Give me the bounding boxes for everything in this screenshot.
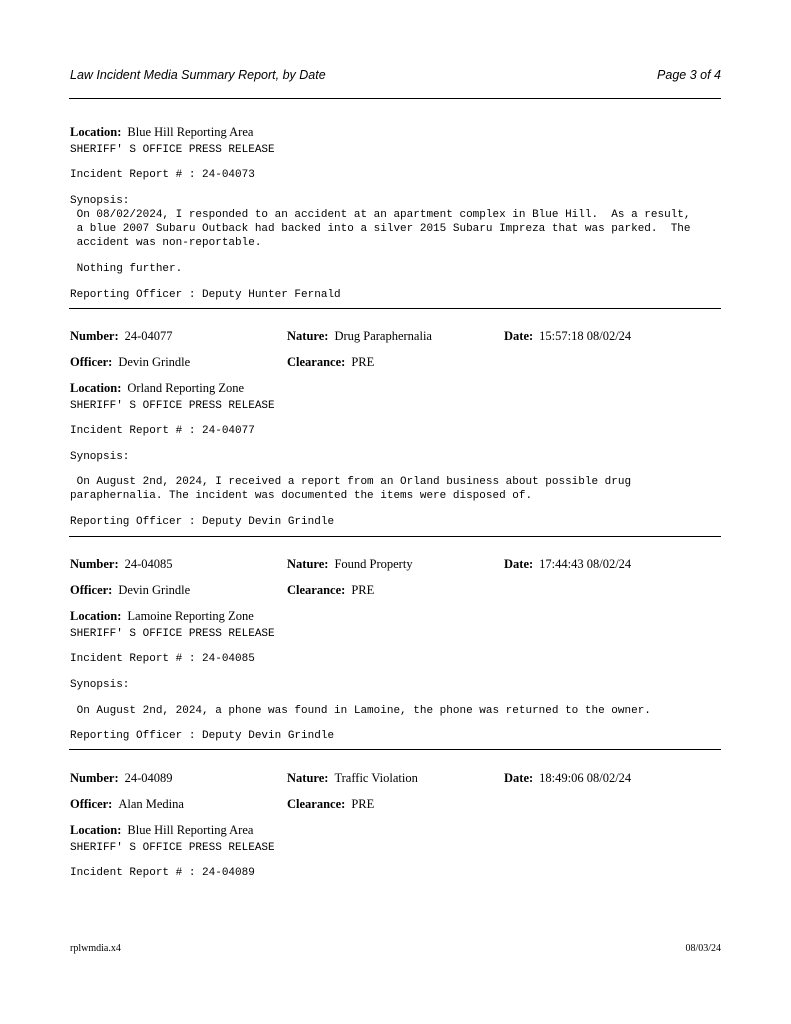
reporting-officer-line: Reporting Officer : Deputy Hunter Fernald (70, 289, 341, 301)
entry-divider (69, 308, 721, 309)
footer-report-code: rplwmdia.x4 (70, 943, 121, 954)
clearance-value: PRE (351, 355, 375, 369)
incident-report-line: Incident Report # : 24-04085 (70, 653, 255, 665)
synopsis-line: paraphernalia. The incident was documented the items were disposed of. (70, 490, 533, 502)
number-label: Number: (70, 771, 119, 785)
location-value: Blue Hill Reporting Area (127, 125, 254, 139)
nature-label: Nature: (287, 329, 329, 343)
clearance-value: PRE (351, 797, 375, 811)
synopsis-line: On 08/02/2024, I responded to an accident at an apartment complex in Blue Hill. As a result, (70, 209, 691, 221)
number-label: Number: (70, 557, 119, 571)
location-line (70, 823, 253, 838)
nature-label: Nature: (287, 771, 329, 785)
report-header (70, 68, 721, 86)
nature-field (287, 771, 418, 786)
synopsis-line: accident was non-reportable. (70, 237, 262, 249)
date-label: Date: (504, 557, 534, 571)
date-field (504, 329, 631, 344)
clearance-label: Clearance: (287, 797, 346, 811)
page-indicator: Page 3 of 4 (657, 68, 721, 82)
location-line (70, 125, 253, 140)
officer-field (70, 797, 184, 812)
officer-value: Devin Grindle (118, 583, 191, 597)
entry-divider (69, 749, 721, 750)
synopsis-line: On August 2nd, 2024, I received a report from an Orland business about possible drug (70, 476, 632, 488)
officer-label: Officer: (70, 583, 113, 597)
entry-divider (69, 536, 721, 537)
nature-label: Nature: (287, 557, 329, 571)
nothing-further-line: Nothing further. (70, 263, 183, 275)
officer-label: Officer: (70, 797, 113, 811)
number-value: 24-04077 (124, 329, 173, 343)
officer-value: Alan Medina (118, 797, 184, 811)
date-value: 15:57:18 08/02/24 (539, 329, 632, 343)
location-value: Lamoine Reporting Zone (127, 609, 254, 623)
reporting-officer-line: Reporting Officer : Deputy Devin Grindle (70, 730, 335, 742)
press-release-line: SHERIFF' S OFFICE PRESS RELEASE (70, 628, 275, 640)
nature-value: Traffic Violation (334, 771, 418, 785)
date-value: 18:49:06 08/02/24 (539, 771, 632, 785)
officer-field (70, 583, 190, 598)
incident-report-line: Incident Report # : 24-04073 (70, 169, 255, 181)
report-title: Law Incident Media Summary Report, by Date (70, 68, 326, 82)
incident-report-line: Incident Report # : 24-04089 (70, 867, 255, 879)
location-value: Orland Reporting Zone (127, 381, 245, 395)
press-release-line: SHERIFF' S OFFICE PRESS RELEASE (70, 400, 275, 412)
number-value: 24-04085 (124, 557, 173, 571)
location-label: Location: (70, 125, 122, 139)
synopsis-line: a blue 2007 Subaru Outback had backed into a silver 2015 Subaru Impreza that was parked. The (70, 223, 691, 235)
nature-value: Found Property (334, 557, 413, 571)
number-field (70, 771, 173, 786)
location-label: Location: (70, 609, 122, 623)
footer-print-date: 08/03/24 (685, 943, 721, 954)
clearance-field (287, 583, 374, 598)
synopsis-label: Synopsis: (70, 451, 130, 463)
date-field (504, 771, 631, 786)
number-field (70, 329, 173, 344)
press-release-line: SHERIFF' S OFFICE PRESS RELEASE (70, 842, 275, 854)
nature-value: Drug Paraphernalia (334, 329, 432, 343)
location-value: Blue Hill Reporting Area (127, 823, 254, 837)
officer-label: Officer: (70, 355, 113, 369)
location-line (70, 609, 254, 624)
clearance-label: Clearance: (287, 583, 346, 597)
clearance-value: PRE (351, 583, 375, 597)
location-label: Location: (70, 381, 122, 395)
press-release-line: SHERIFF' S OFFICE PRESS RELEASE (70, 144, 275, 156)
officer-field (70, 355, 190, 370)
clearance-field (287, 355, 374, 370)
date-value: 17:44:43 08/02/24 (539, 557, 632, 571)
clearance-label: Clearance: (287, 355, 346, 369)
date-label: Date: (504, 771, 534, 785)
reporting-officer-line: Reporting Officer : Deputy Devin Grindle (70, 516, 335, 528)
synopsis-line: On August 2nd, 2024, a phone was found in Lamoine, the phone was returned to the owner. (70, 705, 651, 717)
location-line (70, 381, 244, 396)
incident-report-line: Incident Report # : 24-04077 (70, 425, 255, 437)
date-label: Date: (504, 329, 534, 343)
officer-value: Devin Grindle (118, 355, 191, 369)
synopsis-label: Synopsis: (70, 679, 130, 691)
number-field (70, 557, 173, 572)
clearance-field (287, 797, 374, 812)
date-field (504, 557, 631, 572)
header-rule (69, 98, 721, 99)
synopsis-label: Synopsis: (70, 195, 130, 207)
number-value: 24-04089 (124, 771, 173, 785)
location-label: Location: (70, 823, 122, 837)
nature-field (287, 557, 413, 572)
nature-field (287, 329, 432, 344)
number-label: Number: (70, 329, 119, 343)
